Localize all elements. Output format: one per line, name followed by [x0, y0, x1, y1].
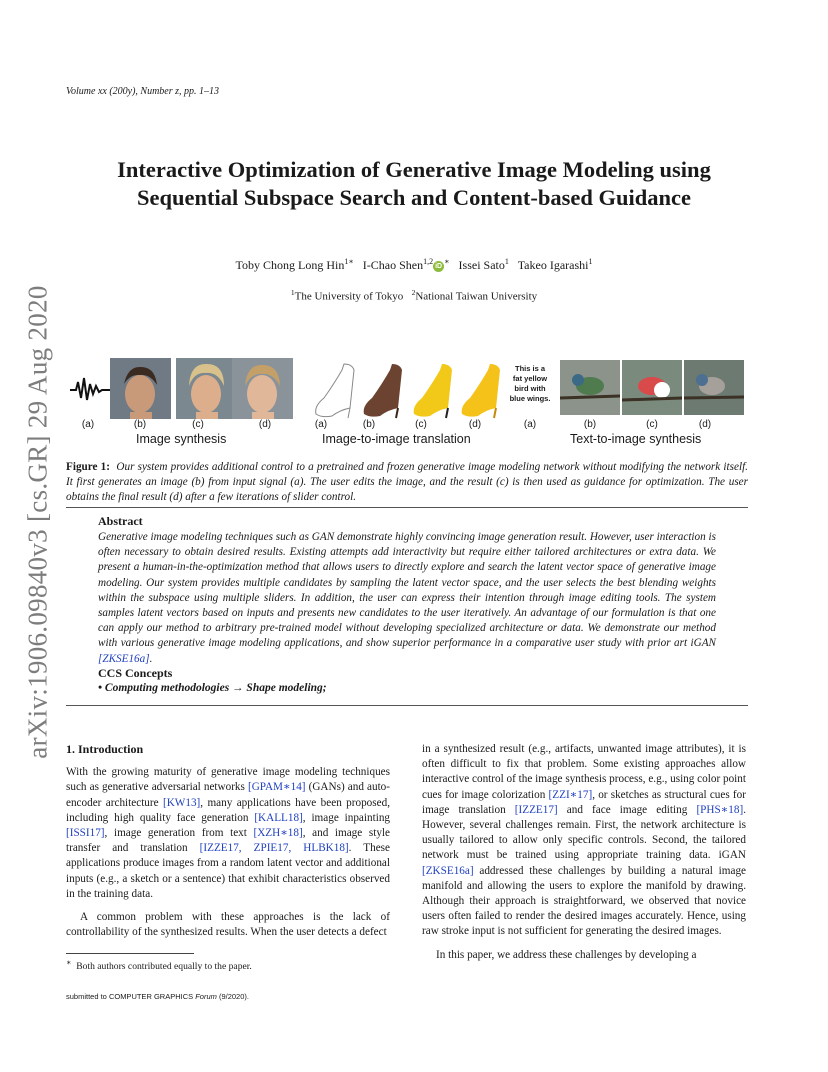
- author-name: Toby Chong Long Hin: [235, 258, 345, 272]
- abstract-heading: Abstract: [98, 514, 143, 528]
- figure-caption: [66, 460, 748, 505]
- text-prompt: [500, 364, 560, 404]
- para-text: , and image style transfer and translation: [66, 827, 390, 855]
- prompt-line: fat yellow: [512, 374, 548, 383]
- affil-sup: 1: [290, 288, 295, 297]
- footnote: [66, 958, 252, 972]
- divider: [66, 507, 748, 508]
- para-text: in a synthesized result (e.g., artifacts, unwanted image attributes), it is often difficult to fix that problem. Some existing approaches allow interactive control of the image synthesis process, e.g., using color point cues for image colorization: [422, 743, 746, 801]
- citation-link[interactable]: [ZKSE16a]: [98, 652, 150, 665]
- intro-paragraph-4: In this paper, we address these challenges by developing a: [436, 948, 697, 961]
- author-sup: 1∗: [344, 257, 354, 266]
- intro-paragraph-2: A common problem with these approaches is the lack of controllability of the synthesized results. When the user detects a defect: [66, 911, 390, 939]
- author-name: I-Chao Shen: [362, 258, 424, 272]
- citation-link[interactable]: [ZKSE16a]: [422, 864, 474, 877]
- group-label-image-to-image: Image-to-image translation: [322, 432, 471, 446]
- author-list: [60, 257, 768, 273]
- face-image-d: [232, 358, 293, 419]
- para-text: (GANs) and auto-encoder architecture: [66, 781, 391, 809]
- bird-image-b: [560, 360, 620, 415]
- abstract-body: [98, 530, 716, 667]
- right-column: [422, 742, 746, 963]
- author-name: Takeo Igarashi: [517, 258, 589, 272]
- citation-link[interactable]: [GPAM∗14]: [247, 781, 306, 794]
- sublabel-d: (d): [258, 419, 272, 430]
- footnote-rule: [66, 953, 194, 954]
- orcid-icon[interactable]: iD: [435, 263, 443, 270]
- group-label-image-synthesis: Image synthesis: [136, 432, 227, 446]
- sublabel-a: (a): [523, 419, 537, 430]
- journal-header: Volume xx (200y), Number z, pp. 1–13: [66, 86, 220, 97]
- sublabel-b: (b): [583, 419, 597, 430]
- sublabel-d: (d): [698, 419, 712, 430]
- para-text: and face image editing: [557, 803, 697, 816]
- footer-text: submitted to COMPUTER GRAPHICS: [66, 992, 196, 1001]
- para-text: , or sketches as structural cues for image translation: [422, 788, 746, 816]
- bird-image-d: [684, 360, 744, 415]
- title-line-1: Interactive Optimization of Generative Image Modeling using: [117, 157, 711, 182]
- affiliations: [60, 288, 768, 303]
- footer-submitted: [66, 992, 249, 1001]
- left-column: [66, 742, 390, 940]
- sublabel-a: (a): [314, 419, 328, 430]
- caption-text: Our system provides additional control to a pretrained and frozen generative image modeling network without modifying the network itself. It first generates an image (b) from input signal (a). The user edits the image, and the result (c) is then used as guidance for optimization. The user obtains the final result (d) after a few iterations of slider control.: [66, 461, 748, 503]
- arxiv-stamp: arXiv:1906.09840v3 [cs.GR] 29 Aug 2020: [22, 285, 53, 759]
- sublabel-a: (a): [81, 419, 95, 430]
- intro-paragraph-1: [66, 765, 390, 902]
- face-image-c: [176, 358, 237, 419]
- sublabel-c: (c): [192, 419, 204, 430]
- abstract-text: Generative image modeling techniques such as GAN demonstrate highly convincing image generation result. However, user interaction is often necessary to obtain desired results. Existing attempts add interactivity but require either tailored architectures or extra data. We present a human-in-the-optimization method that allows users to directly explore and search the latent vector space of generative image modeling. Our system provides multiple candidates by sampling the latent vector space, and the user selects the best blending weights within the subspace using multiple sliders. In addition, the user can express their intention through image editing tools. The system samples latent vectors based on inputs and presents new candidates to the user iteratively. An advantage of our formulation is that one can apply our method to arbitrary pre-trained model without developing specialized architecture or data. We demonstrate our method with various generative image modeling applications, and show superior performance in a comparative user study with prior art iGAN: [98, 531, 716, 650]
- intro-paragraph-3: [422, 742, 746, 940]
- citation-link[interactable]: [KW13]: [162, 796, 201, 809]
- footnote-text: Both authors contributed equally to the paper.: [76, 961, 252, 973]
- affil-name: National Taiwan University: [415, 290, 538, 303]
- section-heading-introduction: 1. Introduction: [66, 742, 144, 756]
- para-text: . These applications produce images from a random latent vector and additional inputs (e.g., a sketch or a sentence) that exhibit characteristics observed in the training data.: [66, 842, 391, 900]
- citation-link[interactable]: [XZH∗18]: [253, 827, 303, 840]
- footer-text: (9/2020).: [216, 992, 249, 1001]
- prompt-line: This is a: [514, 364, 545, 373]
- ccs-heading: CCS Concepts: [98, 666, 173, 680]
- teaser-figure: [64, 352, 764, 452]
- bird-image-c: [622, 360, 682, 415]
- para-text: With the growing maturity of generative image modeling techniques such as generative adversarial networks: [66, 766, 390, 794]
- para-text: addressed these challenges by building a natural image manifold and allowing the users to explore the manifold by drawing. Although their approach is straightforward, we observed that novice users often failed to render the desired images accurately. Hence, using raw stroke input is not sufficient for generating the desired images.: [422, 864, 746, 938]
- citation-link[interactable]: [KALL18]: [254, 811, 303, 824]
- sublabel-c: (c): [646, 419, 658, 430]
- group-label-text-to-image: Text-to-image synthesis: [570, 432, 702, 446]
- prompt-line: blue wings.: [509, 394, 551, 403]
- para-text: , many applications have been proposed, including high quality face generation: [66, 796, 390, 824]
- citation-link[interactable]: [ZZI∗17]: [548, 788, 593, 801]
- author-sup: 1: [504, 257, 509, 266]
- caption-label: Figure 1:: [66, 461, 110, 473]
- para-text: , image generation from text: [104, 827, 254, 840]
- citation-link[interactable]: [IZZE17]: [514, 803, 558, 816]
- affil-name: The University of Tokyo: [294, 290, 404, 303]
- sublabel-b: (b): [133, 419, 147, 430]
- author-sup: 1,2: [423, 257, 434, 266]
- footnote-mark: ∗: [66, 958, 72, 967]
- author-name: Issei Sato: [458, 258, 505, 272]
- sublabel-c: (c): [415, 419, 427, 430]
- title-line-2: Sequential Subspace Search and Content-based Guidance: [136, 185, 692, 210]
- abstract-end: .: [149, 652, 153, 665]
- prompt-line: bird with: [514, 384, 546, 393]
- ccs-item: • Computing methodologies → Shape modeling;: [98, 682, 327, 694]
- author-star: ∗: [444, 257, 450, 266]
- affil-sup: 2: [411, 288, 416, 297]
- footer-forum: Forum: [195, 992, 217, 1001]
- divider: [66, 705, 748, 706]
- author-sup: 1: [588, 257, 593, 266]
- paper-title: [60, 156, 768, 212]
- para-text: , image inpainting: [302, 811, 391, 824]
- citation-link[interactable]: [PHS∗18]: [696, 803, 744, 816]
- face-image-b: [110, 358, 171, 419]
- para-text: . However, several challenges remain. First, the network architecture is usually tailored to allow only specific controls. Second, the tailored network must be trained using appropriate training data. iGAN: [422, 803, 747, 862]
- sublabel-b: (b): [362, 419, 376, 430]
- sublabel-d: (d): [468, 419, 482, 430]
- citation-link[interactable]: [IZZE17, ZPIE17, HLBK18]: [199, 842, 349, 855]
- citation-link[interactable]: [ISSI17]: [66, 827, 105, 840]
